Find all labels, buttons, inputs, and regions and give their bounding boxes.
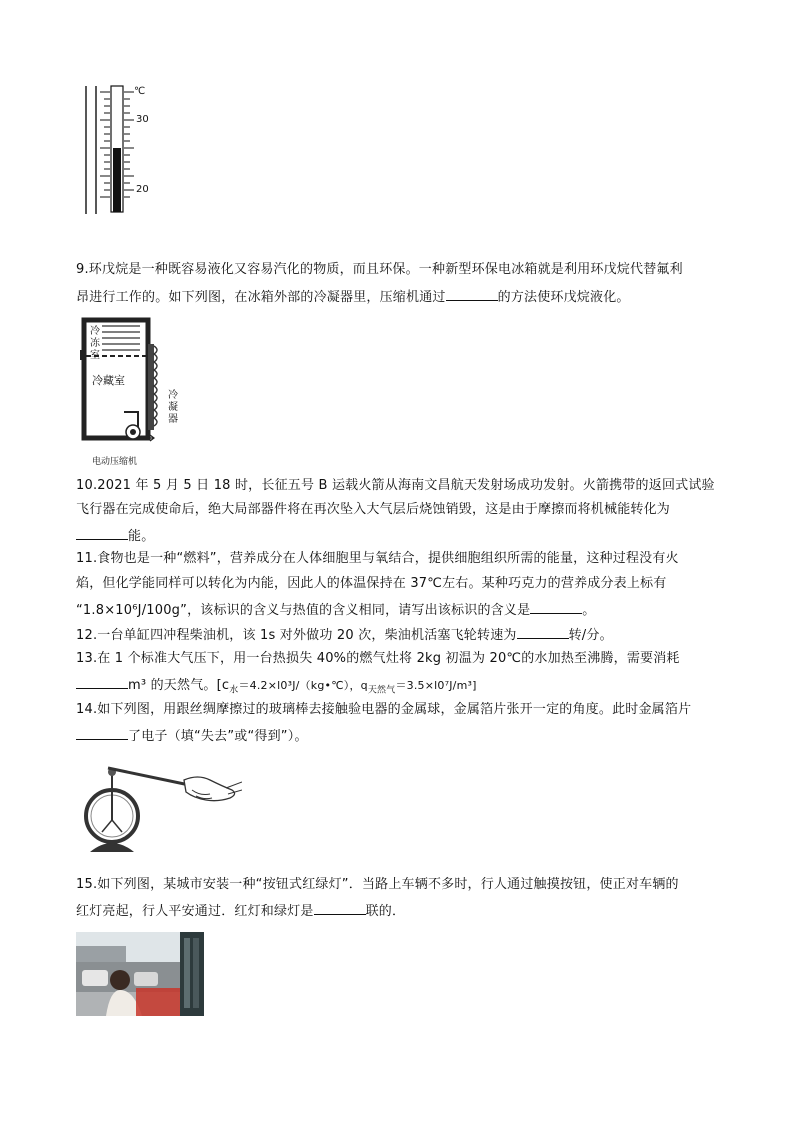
q13-line-1: 13.在 1 个标准大气压下，用一台热损失 40%的燃气灶将 2kg 初温为 20℃的水加热至沸腾，需要消耗	[76, 651, 680, 666]
q-gas-subscript: 天然气	[367, 685, 396, 696]
q9-line-2	[76, 288, 630, 306]
fridge-label: 冷藏室	[92, 374, 125, 387]
q12-text-a: 12.一台单缸四冲程柴油机，该 1s 对外做功 20 次，柴油机活塞飞轮转速为	[76, 628, 517, 643]
q10-line-2: 飞行器在完成使命后，绝大局部器件将在再次坠入大气层后烧蚀销毁，这是由于摩擦而将机械能转化为	[76, 502, 671, 517]
q-gas-value: ＝3.5×l0⁷J/m³]	[395, 679, 477, 692]
q10-line-1: 10.2021 年 5 月 5 日 18 时，长征五号 B 运载火箭从海南文昌航天发射场成功发射。火箭携带的返回式试验	[76, 478, 715, 493]
condenser-label-3: 器	[168, 414, 178, 425]
q11-answer-blank[interactable]	[530, 601, 582, 614]
q13-answer-blank[interactable]	[76, 676, 128, 689]
q11-line-2: 焰，但化学能同样可以转化为内能，因此人的体温保持在 37℃左右。某种巧克力的营养成分表上标有	[76, 576, 667, 591]
q13-text-b: m³ 的天然气。[c	[128, 678, 230, 693]
q15-text-a: 红灯亮起，行人平安通过．红灯和绿灯是	[76, 904, 314, 919]
compressor-label: 电动压缩机	[92, 457, 138, 467]
q10-line-3	[76, 527, 154, 545]
thermometer-tick-20: 20	[136, 184, 149, 195]
q14-text-b: 了电子（填“失去”或“得到”）。	[128, 729, 308, 744]
q9-text-a: 昂进行工作的。如下列图，在冰箱外部的冷凝器里，压缩机通过	[76, 290, 446, 305]
q12-line-1	[76, 626, 613, 644]
condenser-label-2: 凝	[168, 402, 178, 413]
button-traffic-light-photo	[76, 932, 204, 1016]
q12-answer-blank[interactable]	[517, 626, 569, 639]
q14-line-1: 14.如下列图，用跟丝绸摩擦过的玻璃棒去接触验电器的金属球，金属箔片张开一定的角度。此时金属箔片	[76, 702, 692, 717]
q12-text-b: 转/分。	[568, 628, 613, 643]
thermometer-unit: ℃	[134, 86, 146, 97]
c-water-subscript: 水	[229, 685, 239, 696]
q9-text-b: 的方法使环戊烷液化。	[497, 290, 630, 305]
q15-text-b: 联的．	[365, 904, 406, 919]
q14-answer-blank[interactable]	[76, 727, 128, 740]
q9-line-1: 9.环戊烷是一种既容易液化又容易汽化的物质，而且环保。一种新型环保电冰箱就是利用环戊烷代替氟利	[76, 262, 683, 277]
condenser-label-1: 冷	[168, 390, 178, 401]
q11-line-3	[76, 601, 595, 619]
q10-answer-blank[interactable]	[76, 527, 128, 540]
freezer-label-1: 冷	[90, 326, 100, 337]
q15-line-2	[76, 902, 405, 920]
electroscope-figure	[76, 760, 242, 858]
c-water-value: ＝4.2×l0³J/（kg•℃），q	[238, 679, 368, 692]
q15-line-1: 15.如下列图，某城市安装一种“按钮式红绿灯”．当路上车辆不多时，行人通过触摸按钮，使正对车辆的	[76, 877, 679, 892]
q13-line-2	[76, 676, 477, 699]
freezer-label-2: 冻	[90, 338, 100, 349]
q9-answer-blank[interactable]	[446, 288, 498, 301]
thermometer-figure	[82, 84, 162, 216]
q10-text-b: 能。	[128, 529, 155, 544]
q11-text-a: “1.8×10⁶J/100g”，该标识的含义与热值的含义相同，请写出该标识的含义是	[76, 603, 531, 618]
freezer-label-3: 室	[90, 350, 100, 361]
q15-answer-blank[interactable]	[314, 902, 366, 915]
q14-line-2	[76, 727, 308, 745]
q11-line-1: 11.食物也是一种“燃料”，营养成分在人体细胞里与氧结合，提供细胞组织所需的能量，这种过程没有火	[76, 551, 679, 566]
refrigerator-diagram	[80, 316, 190, 468]
q11-text-b: 。	[582, 603, 596, 618]
thermometer-tick-30: 30	[136, 114, 149, 125]
